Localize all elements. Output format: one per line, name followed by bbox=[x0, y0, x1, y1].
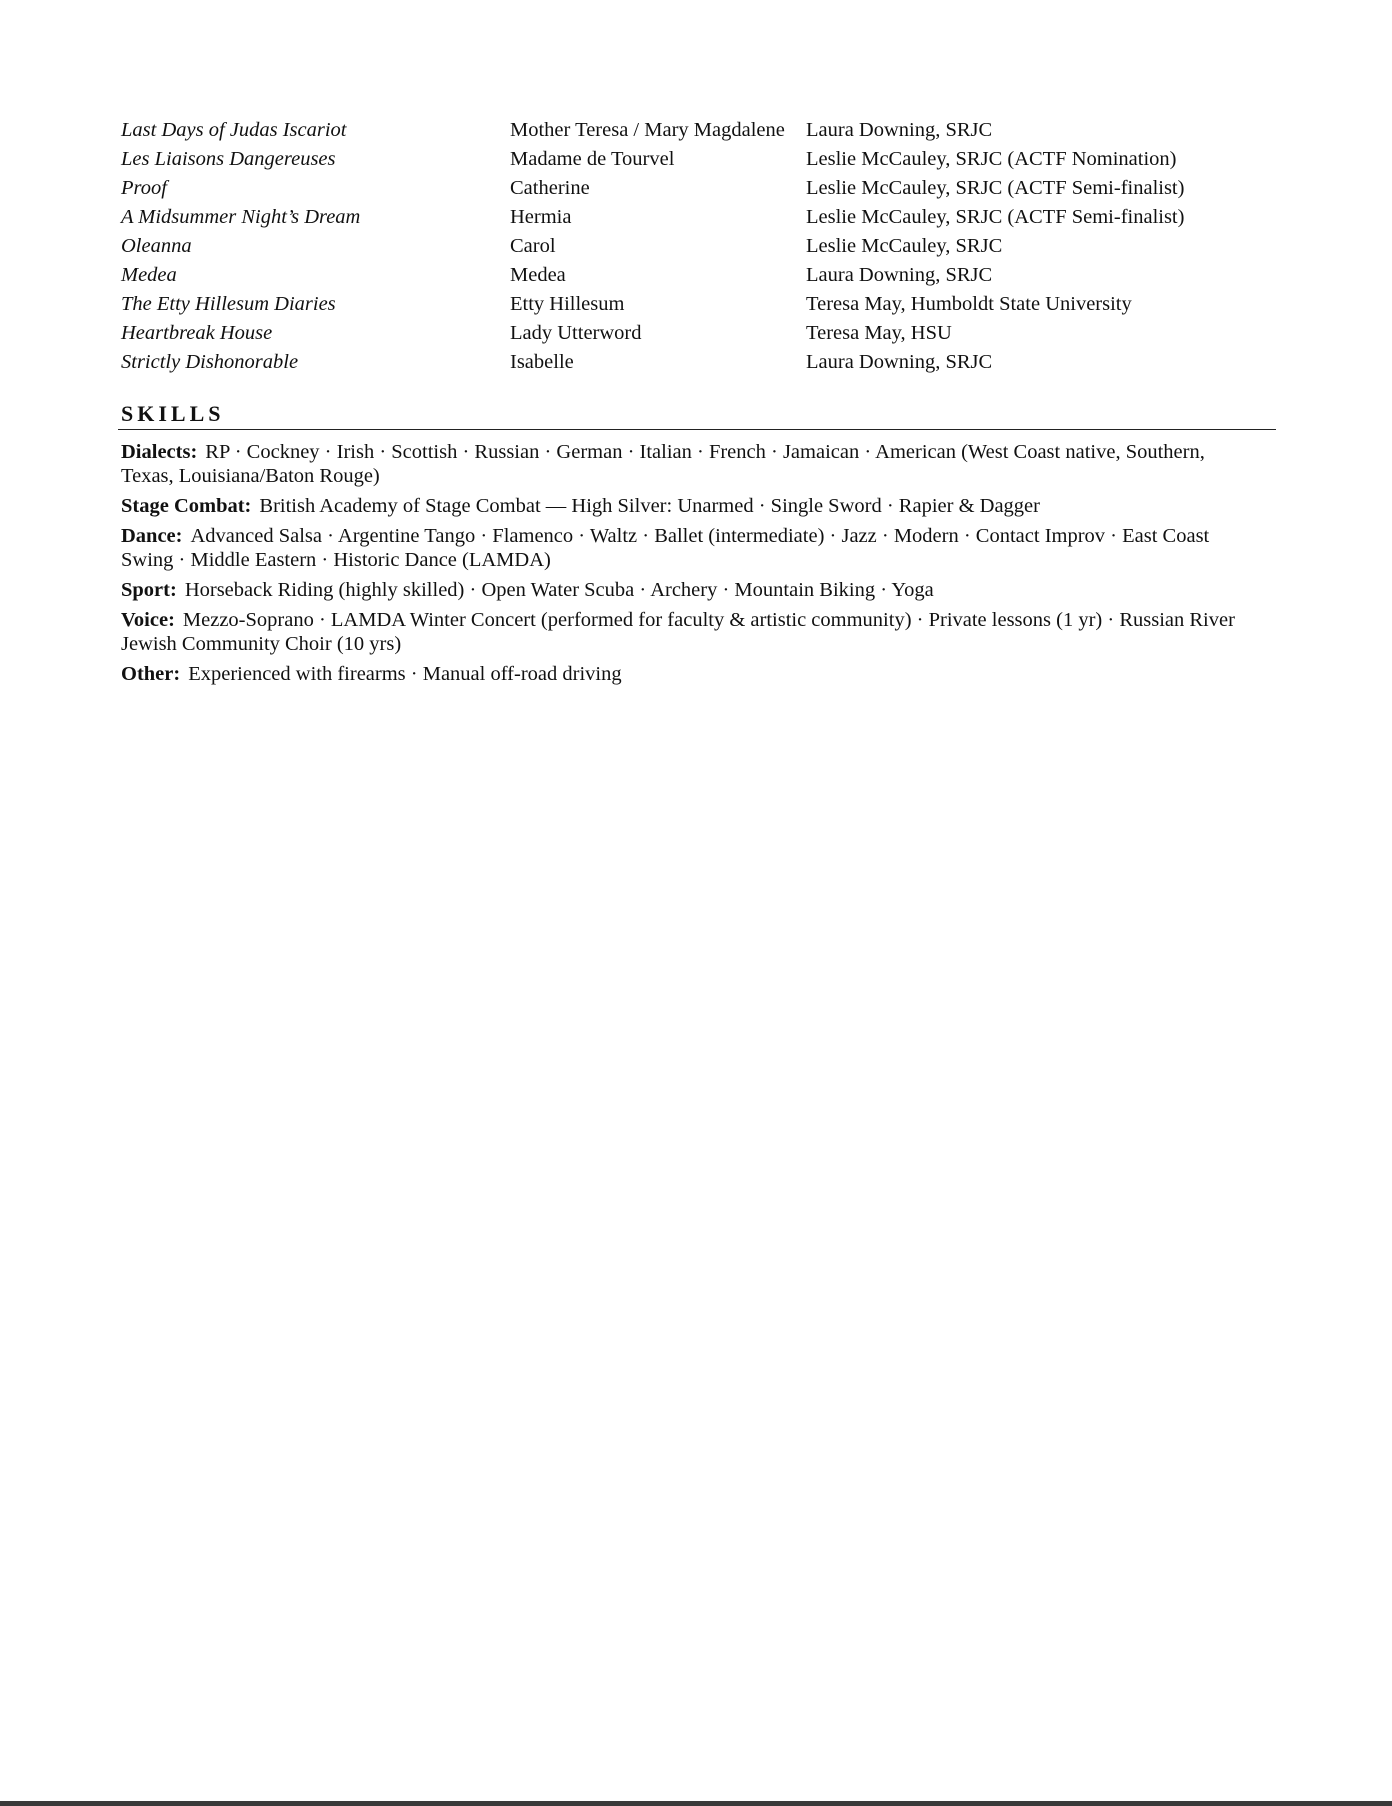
section-divider bbox=[118, 429, 1276, 430]
credit-row bbox=[121, 145, 1221, 174]
theatre-credits-table bbox=[121, 116, 1221, 377]
production-title: A Midsummer Night’s Dream bbox=[121, 206, 361, 228]
director-info: Leslie McCauley, SRJC (ACTF Nomination) bbox=[806, 148, 1177, 170]
production-title: Heartbreak House bbox=[121, 322, 273, 344]
director-info: Teresa May, Humboldt State University bbox=[806, 293, 1132, 315]
skill-label: Dialects: bbox=[121, 441, 198, 463]
role-name: Carol bbox=[510, 235, 556, 257]
credit-row bbox=[121, 348, 1221, 377]
role-name: Isabelle bbox=[510, 351, 574, 373]
skill-text: Advanced Salsa · Argentine Tango · Flamenco · Waltz · Ballet (intermediate) · Jazz · Modern · Contact Improv · East Coast Swing · Middle Eastern · Historic Dance (LAMDA) bbox=[121, 525, 1210, 571]
skill-text: Mezzo-Soprano · LAMDA Winter Concert (performed for faculty & artistic community) · Private lessons (1 yr) · Russian River Jewish Community Choir (10 yrs) bbox=[121, 609, 1235, 655]
director-info: Teresa May, HSU bbox=[806, 322, 952, 344]
credit-row bbox=[121, 319, 1221, 348]
director-info: Laura Downing, SRJC bbox=[806, 351, 993, 373]
director-info: Leslie McCauley, SRJC bbox=[806, 235, 1003, 257]
skill-text: RP · Cockney · Irish · Scottish · Russian · German · Italian · French · Jamaican · American (West Coast native, Southern, Texas, Louisiana/Baton Rouge) bbox=[121, 441, 1205, 487]
page-bottom-edge bbox=[0, 1801, 1392, 1806]
credit-row bbox=[121, 261, 1221, 290]
skill-label: Voice: bbox=[121, 609, 175, 631]
skills-heading: SKILLS bbox=[121, 401, 225, 426]
director-info: Laura Downing, SRJC bbox=[806, 264, 993, 286]
role-name: Hermia bbox=[510, 206, 572, 228]
production-title: Strictly Dishonorable bbox=[121, 351, 299, 373]
skill-other bbox=[121, 662, 1261, 686]
skill-text: British Academy of Stage Combat — High Silver: Unarmed · Single Sword · Rapier & Dagger bbox=[259, 495, 1040, 517]
production-title: Medea bbox=[121, 264, 177, 286]
skill-label: Sport: bbox=[121, 579, 177, 601]
skill-label: Dance: bbox=[121, 525, 183, 547]
skill-voice bbox=[121, 608, 1261, 656]
skill-label: Stage Combat: bbox=[121, 495, 252, 517]
skills-list bbox=[121, 440, 1261, 692]
skill-dance bbox=[121, 524, 1261, 572]
role-name: Etty Hillesum bbox=[510, 293, 625, 315]
role-name: Catherine bbox=[510, 177, 590, 199]
skill-label: Other: bbox=[121, 663, 181, 685]
skill-dialects bbox=[121, 440, 1261, 488]
director-info: Leslie McCauley, SRJC (ACTF Semi-finalist) bbox=[806, 206, 1185, 228]
role-name: Madame de Tourvel bbox=[510, 148, 675, 170]
production-title: Last Days of Judas Iscariot bbox=[121, 119, 347, 141]
credit-row bbox=[121, 232, 1221, 261]
role-name: Medea bbox=[510, 264, 566, 286]
skill-text: Experienced with firearms · Manual off-road driving bbox=[188, 663, 622, 685]
credit-row bbox=[121, 116, 1221, 145]
role-name: Mother Teresa / Mary Magdalene bbox=[510, 119, 785, 141]
role-name: Lady Utterword bbox=[510, 322, 642, 344]
skill-stage-combat bbox=[121, 494, 1261, 518]
skill-sport bbox=[121, 578, 1261, 602]
director-info: Leslie McCauley, SRJC (ACTF Semi-finalist) bbox=[806, 177, 1185, 199]
production-title: Oleanna bbox=[121, 235, 192, 257]
production-title: Proof bbox=[121, 177, 167, 199]
credit-row bbox=[121, 203, 1221, 232]
production-title: Les Liaisons Dangereuses bbox=[121, 148, 336, 170]
director-info: Laura Downing, SRJC bbox=[806, 119, 993, 141]
skill-text: Horseback Riding (highly skilled) · Open Water Scuba · Archery · Mountain Biking · Yoga bbox=[184, 579, 934, 601]
credit-row bbox=[121, 174, 1221, 203]
production-title: The Etty Hillesum Diaries bbox=[121, 293, 336, 315]
credit-row bbox=[121, 290, 1221, 319]
